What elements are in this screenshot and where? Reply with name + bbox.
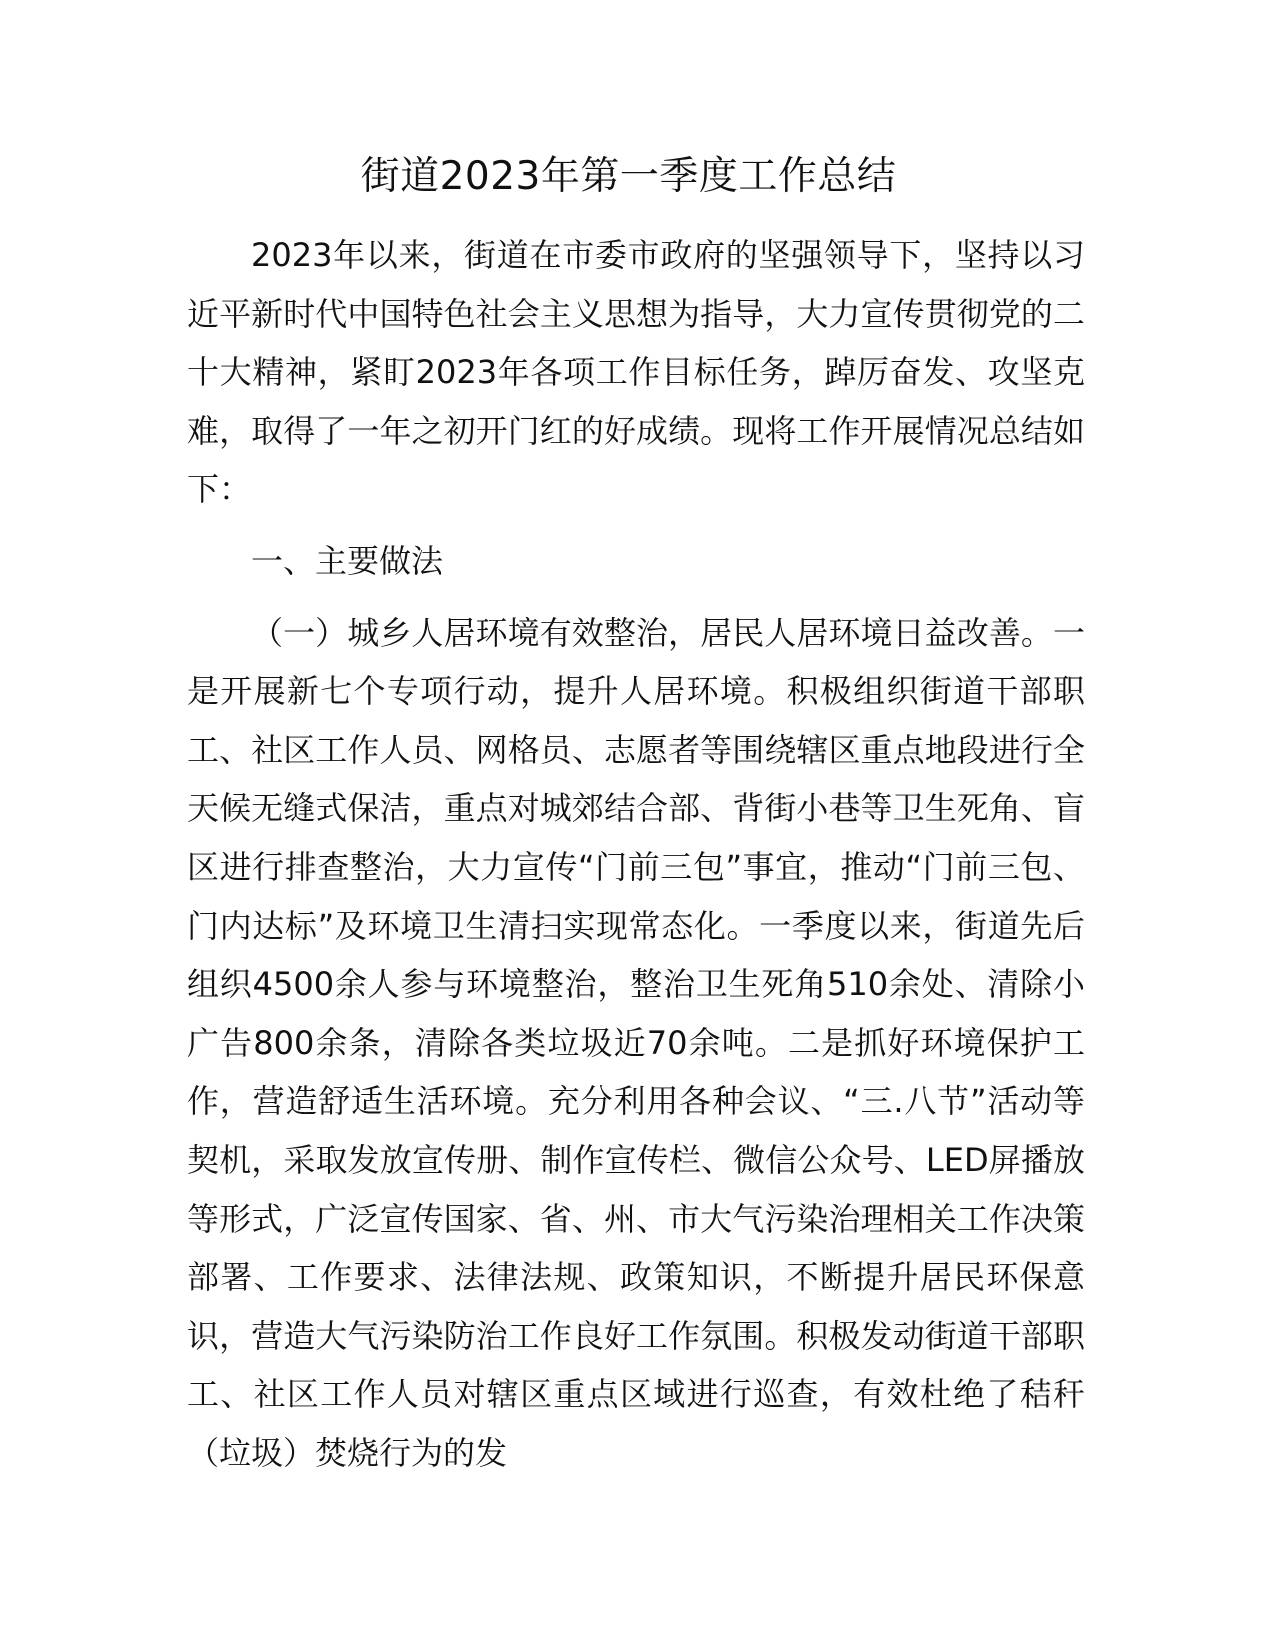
subsection-paragraph-environment: （一）城乡人居环境有效整治，居民人居环境日益改善。一是开展新七个专项行动，提升人居环境。积极组织街道干部职工、社区工作人员、网格员、志愿者等围绕辖区重点地段进行全天候无缝式保洁，重点对城郊结合部、背街小巷等卫生死角、盲区进行排查整治，大力宣传“门前三包”事宜，推动“门前三包、门内达标”及环境卫生清扫实现常态化。一季度以来，街道先后组织4500余人参与环境整治，整治卫生死角510余处、清除小广告800余条，清除各类垃圾近70余吨。二是抓好环境保护工作，营造舒适生活环境。充分利用各种会议、“三.八节”活动等契机，采取发放宣传册、制作宣传栏、微信公众号、LED屏播放等形式，广泛宣传国家、省、州、市大气污染治理相关工作决策部署、工作要求、法律法规、政策知识，不断提升居民环保意识，营造大气污染防治工作良好工作氛围。积极发动街道干部职工、社区工作人员对辖区重点区域进行巡查，有效杜绝了秸秆（垃圾）焚烧行为的发 (187, 613, 1085, 1472)
section-heading-main-practices: 一、主要做法 (251, 541, 444, 580)
document-title: 街道2023年第一季度工作总结 (360, 154, 897, 199)
document-body (187, 226, 1085, 1482)
intro-paragraph: 2023年以来，街道在市委市政府的坚强领导下，坚持以习近平新时代中国特色社会主义思想为指导，大力宣传贯彻党的二十大精神，紧盯2023年各项工作目标任务，踔厉奋发、攻坚克难，取得了一年之初开门红的好成绩。现将工作开展情况总结如下： (187, 236, 1085, 509)
